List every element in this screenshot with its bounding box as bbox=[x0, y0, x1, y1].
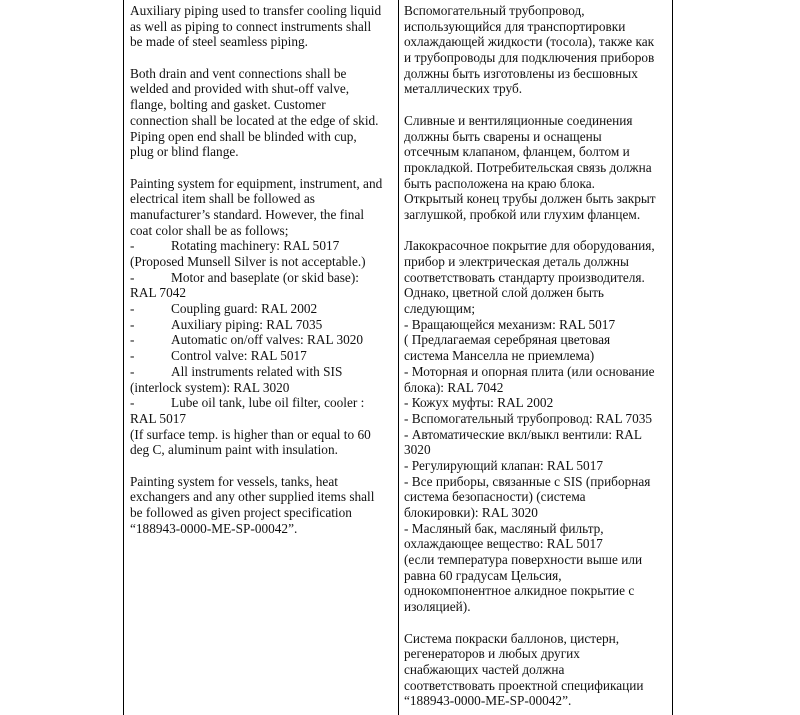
paragraph-spacer bbox=[130, 458, 394, 474]
russian-line: Сливные и вентиляционные соединения bbox=[404, 112, 633, 128]
item-text: Control valve: RAL 5017 bbox=[171, 348, 307, 364]
paragraph-spacer bbox=[130, 160, 394, 176]
list-dash: - bbox=[130, 238, 135, 254]
russian-line: прокладкой. Потребительская связь должна bbox=[404, 159, 652, 175]
paragraph-spacer bbox=[404, 615, 668, 631]
english-line: (interlock system): RAL 3020 bbox=[130, 379, 290, 395]
russian-line: отсечным клапаном, фланцем, болтом и bbox=[404, 144, 630, 160]
russian-line: Однако, цветной слой должен быть bbox=[404, 285, 604, 301]
russian-line: соответствовать стандарту производителя. bbox=[404, 269, 645, 285]
russian-line: снабжающих частей должна bbox=[404, 661, 565, 677]
russian-line: использующийся для транспортировки bbox=[404, 18, 626, 34]
russian-line: Лакокрасочное покрытие для оборудования, bbox=[404, 238, 655, 254]
english-line: manufacturer’s standard. However, the final bbox=[130, 206, 365, 222]
english-line: connection shall be located at the edge of skid. bbox=[130, 112, 379, 128]
english-line: electrical item shall be followed as bbox=[130, 191, 315, 207]
english-line: (If surface temp. is higher than or equal to 60 bbox=[130, 426, 371, 442]
item-text: Rotating machinery: RAL 5017 bbox=[171, 238, 340, 254]
russian-line: система Манселла не приемлема) bbox=[404, 348, 595, 364]
russian-line: - Вспомогательный трубопровод: RAL 7035 bbox=[404, 410, 653, 426]
english-line: welded and provided with shut-off valve, bbox=[130, 81, 350, 97]
russian-line: - Регулирующий клапан: RAL 5017 bbox=[404, 457, 603, 473]
item-text: Motor and baseplate (or skid base): bbox=[171, 269, 359, 285]
russian-line: Открытый конец трубы должен быть закрыт bbox=[404, 191, 656, 207]
russian-line: следующим; bbox=[404, 301, 476, 317]
paragraph-spacer bbox=[130, 50, 394, 66]
english-line: coat color shall be as follows; bbox=[130, 222, 289, 238]
english-line: Piping open end shall be blinded with cup, bbox=[130, 128, 357, 144]
item-text: All instruments related with SIS bbox=[171, 363, 343, 379]
english-line: Painting system for equipment, instrument, and bbox=[130, 175, 383, 191]
russian-line: и трубопроводы для подключения приборов bbox=[404, 50, 655, 66]
color-item-rotating bbox=[130, 238, 394, 254]
color-item-motor bbox=[130, 270, 394, 286]
color-item-aux-piping bbox=[130, 317, 394, 333]
russian-line: равна 60 градусам Цельсия, bbox=[404, 567, 562, 583]
russian-line: - Масляный бак, масляный фильтр, bbox=[404, 520, 604, 536]
russian-column bbox=[404, 3, 668, 709]
english-line: exchangers and any other supplied items shall bbox=[130, 489, 375, 505]
russian-line: металлических труб. bbox=[404, 81, 523, 97]
russian-line: охлаждающее вещество: RAL 5017 bbox=[404, 536, 603, 552]
paragraph-spacer bbox=[404, 223, 668, 239]
russian-line: Система покраски баллонов, цистерн, bbox=[404, 630, 620, 646]
english-line: (Proposed Munsell Silver is not acceptable.) bbox=[130, 254, 366, 269]
russian-line: прибор и электрическая деталь должны bbox=[404, 254, 629, 269]
russian-line: должны быть сварены и оснащены bbox=[404, 128, 602, 144]
list-dash: - bbox=[130, 332, 135, 348]
russian-line: система безопасности) (система bbox=[404, 489, 586, 505]
russian-line: - Все приборы, связанные с SIS (приборная bbox=[404, 473, 651, 489]
color-item-coupling bbox=[130, 301, 394, 317]
russian-line: - Кожух муфты: RAL 2002 bbox=[404, 395, 554, 411]
russian-line: должны быть изготовлены из бесшовных bbox=[404, 65, 638, 81]
english-line: Both drain and vent connections shall be bbox=[130, 65, 347, 81]
list-dash: - bbox=[130, 316, 135, 332]
list-dash: - bbox=[130, 269, 135, 285]
english-line: Auxiliary piping used to transfer cooling liquid bbox=[130, 3, 382, 18]
english-line: RAL 7042 bbox=[130, 285, 187, 301]
paragraph-spacer bbox=[404, 97, 668, 113]
russian-line: изоляцией). bbox=[404, 599, 471, 615]
russian-line: блокировки): RAL 3020 bbox=[404, 505, 538, 520]
russian-line: (если температура поверхности выше или bbox=[404, 552, 643, 568]
list-dash: - bbox=[130, 301, 135, 317]
item-text: Coupling guard: RAL 2002 bbox=[171, 301, 318, 317]
russian-line: - Вращающейся механизм: RAL 5017 bbox=[404, 316, 616, 332]
russian-line: быть расположена на краю блока. bbox=[404, 175, 595, 191]
color-item-lube bbox=[130, 395, 394, 411]
column-divider bbox=[398, 0, 399, 715]
russian-line: заглушкой, пробкой или глухим фланцем. bbox=[404, 206, 641, 222]
russian-line: охлаждающей жидкости (тосола), также как bbox=[404, 34, 655, 50]
english-line: deg C, aluminum paint with insulation. bbox=[130, 442, 338, 458]
russian-line: Вспомогательный трубопровод, bbox=[404, 3, 585, 18]
russian-line: ( Предлагаемая серебряная цветовая bbox=[404, 332, 611, 348]
russian-line: регенераторов и любых других bbox=[404, 646, 580, 662]
russian-line: 3020 bbox=[404, 442, 431, 458]
english-column bbox=[130, 3, 394, 536]
list-dash: - bbox=[130, 395, 135, 411]
list-dash: - bbox=[130, 363, 135, 379]
russian-line: блока): RAL 7042 bbox=[404, 379, 504, 395]
russian-line: соответствовать проектной спецификации bbox=[404, 677, 644, 693]
english-line: Painting system for vessels, tanks, heat bbox=[130, 473, 338, 489]
english-line: RAL 5017 bbox=[130, 410, 187, 426]
item-text: Auxiliary piping: RAL 7035 bbox=[171, 316, 323, 332]
item-text: Automatic on/off valves: RAL 3020 bbox=[171, 332, 364, 348]
russian-line: - Моторная и опорная плита (или основание bbox=[404, 363, 655, 379]
english-line: flange, bolting and gasket. Customer bbox=[130, 97, 326, 113]
item-text: Lube oil tank, lube oil filter, cooler : bbox=[171, 395, 365, 411]
list-dash: - bbox=[130, 348, 135, 364]
color-item-sis bbox=[130, 364, 394, 380]
color-item-control-valve bbox=[130, 348, 394, 364]
english-line: as well as piping to connect instruments shall bbox=[130, 18, 372, 34]
color-item-auto-valves bbox=[130, 332, 394, 348]
russian-line: “188943-0000-ME-SP-00042”. bbox=[404, 693, 572, 709]
english-line: be followed as given project specification bbox=[130, 505, 352, 520]
english-line: plug or blind flange. bbox=[130, 144, 239, 160]
english-line: be made of steel seamless piping. bbox=[130, 34, 308, 50]
russian-line: - Автоматические вкл/выкл вентили: RAL bbox=[404, 426, 642, 442]
russian-line: однокомпонентное алкидное покрытие с bbox=[404, 583, 635, 599]
english-line: “188943-0000-ME-SP-00042”. bbox=[130, 520, 298, 536]
